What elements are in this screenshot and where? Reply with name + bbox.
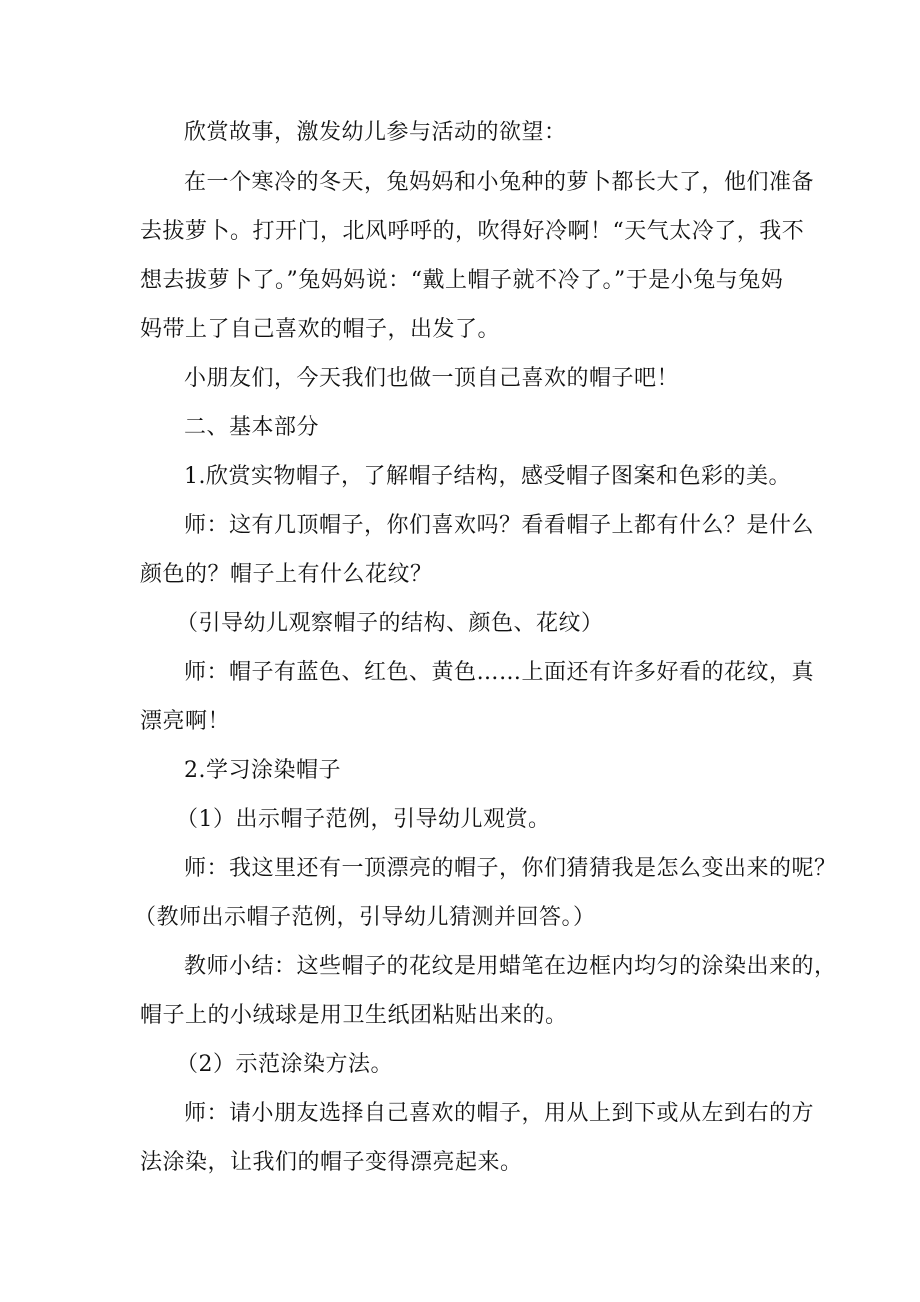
text-line: （2）示范涂染方法。 — [176, 1052, 393, 1077]
text-line: 帽子上的小绒球是用卫生纸团粘贴出来的。 — [140, 1003, 568, 1028]
text-line: 颜色的？帽子上有什么花纹？ — [140, 562, 433, 587]
text-line: （1）出示帽子范例，引导幼儿观赏。 — [176, 807, 551, 832]
text-line: 妈带上了自己喜欢的帽子，出发了。 — [140, 317, 501, 342]
text-line: 在一个寒冷的冬天，兔妈妈和小兔种的萝卜都长大了，他们准备 — [184, 170, 815, 195]
text-line: 教师小结：这些帽子的花纹是用蜡笔在边框内均匀的涂染出来的， — [184, 954, 837, 979]
text-line: 师：我这里还有一顶漂亮的帽子，你们猜猜我是怎么变出来的呢？ — [184, 856, 837, 881]
text-line: 欣赏故事，激发幼儿参与活动的欲望： — [184, 120, 567, 145]
section-heading: 二、基本部分 — [184, 415, 320, 440]
text-line: 去拔萝卜。打开门，北风呼呼的，吹得好冷啊！“天气太冷了，我不 — [140, 219, 805, 244]
subsection-heading: 2.学习涂染帽子 — [184, 758, 341, 783]
text-line: 法涂染，让我们的帽子变得漂亮起来。 — [140, 1150, 523, 1175]
text-line: 师：请小朋友选择自己喜欢的帽子，用从上到下或从左到右的方 — [184, 1101, 815, 1126]
text-line: （教师出示帽子范例，引导幼儿猜测并回答。） — [134, 905, 596, 930]
text-line: 漂亮啊！ — [140, 709, 231, 734]
text-line: 小朋友们，今天我们也做一顶自己喜欢的帽子吧！ — [184, 366, 680, 391]
text-line: 师：这有几顶帽子，你们喜欢吗？看看帽子上都有什么？是什么 — [184, 513, 815, 538]
text-line: 想去拔萝卜了。”兔妈妈说：“戴上帽子就不冷了。”于是小兔与兔妈 — [140, 268, 784, 293]
text-line: 1.欣赏实物帽子，了解帽子结构，感受帽子图案和色彩的美。 — [184, 464, 791, 489]
text-line: 师：帽子有蓝色、红色、黄色……上面还有许多好看的花纹，真 — [184, 660, 815, 685]
text-line: （引导幼儿观察帽子的结构、颜色、花纹） — [176, 611, 604, 636]
